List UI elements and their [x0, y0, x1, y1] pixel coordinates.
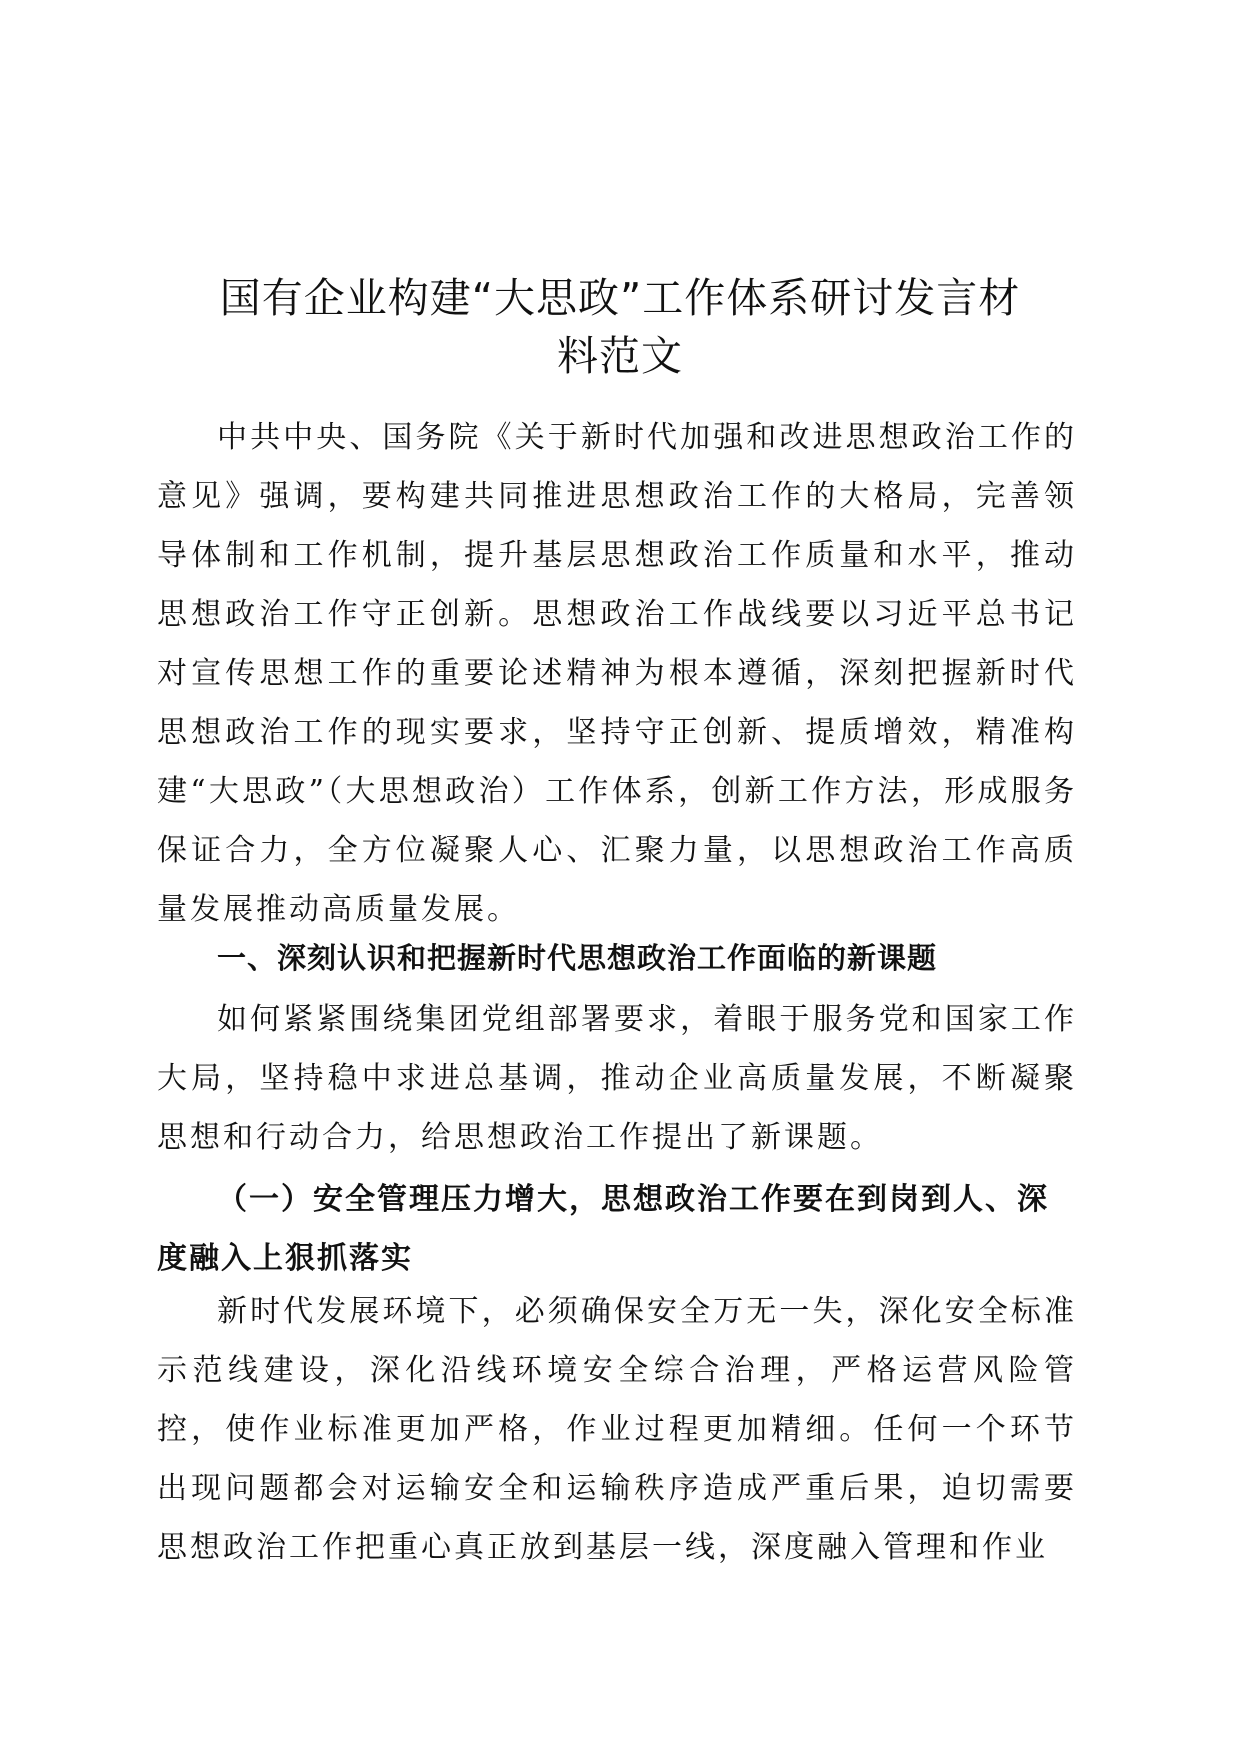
subsection-1-paragraph: 新时代发展环境下，必须确保安全万无一失，深化安全标准示范线建设，深化沿线环境安全综合治理，严格运营风险管控，使作业标准更加严格，作业过程更加精细。任何一个环节出现问题都会对运输安全和运输秩序造成严重后果，迫切需要思想政治工作把重心真正放到基层一线，深度融入管理和作业	[157, 1294, 1077, 1565]
section-1-paragraph: 如何紧紧围绕集团党组部署要求，着眼于服务党和国家工作大局，坚持稳中求进总基调，推动企业高质量发展，不断凝聚思想和行动合力，给思想政治工作提出了新课题。	[157, 1002, 1077, 1155]
subsection-heading-1: （一）安全管理压力增大，思想政治工作要在到岗到人、深度融入上狠抓落实	[157, 1182, 1049, 1276]
document-title-line-1: 国有企业构建“大思政”工作体系研讨发言材	[219, 274, 1021, 323]
section-heading-1: 一、深刻认识和把握新时代思想政治工作面临的新课题	[217, 941, 938, 975]
document-title	[130, 269, 1110, 385]
intro-paragraph: 中共中央、国务院《关于新时代加强和改进思想政治工作的意见》强调，要构建共同推进思想政治工作的大格局，完善领导体制和工作机制，提升基层思想政治工作质量和水平，推动思想政治工作守正创新。思想政治工作战线要以习近平总书记对宣传思想工作的重要论述精神为根本遵循，深刻把握新时代思想政治工作的现实要求，坚持守正创新、提质增效，精准构建“大思政”（大思想政治）工作体系，创新工作方法，形成服务保证合力，全方位凝聚人心、汇聚力量，以思想政治工作高质量发展推动高质量发展。	[157, 420, 1077, 927]
document-title-line-2: 料范文	[557, 332, 683, 381]
